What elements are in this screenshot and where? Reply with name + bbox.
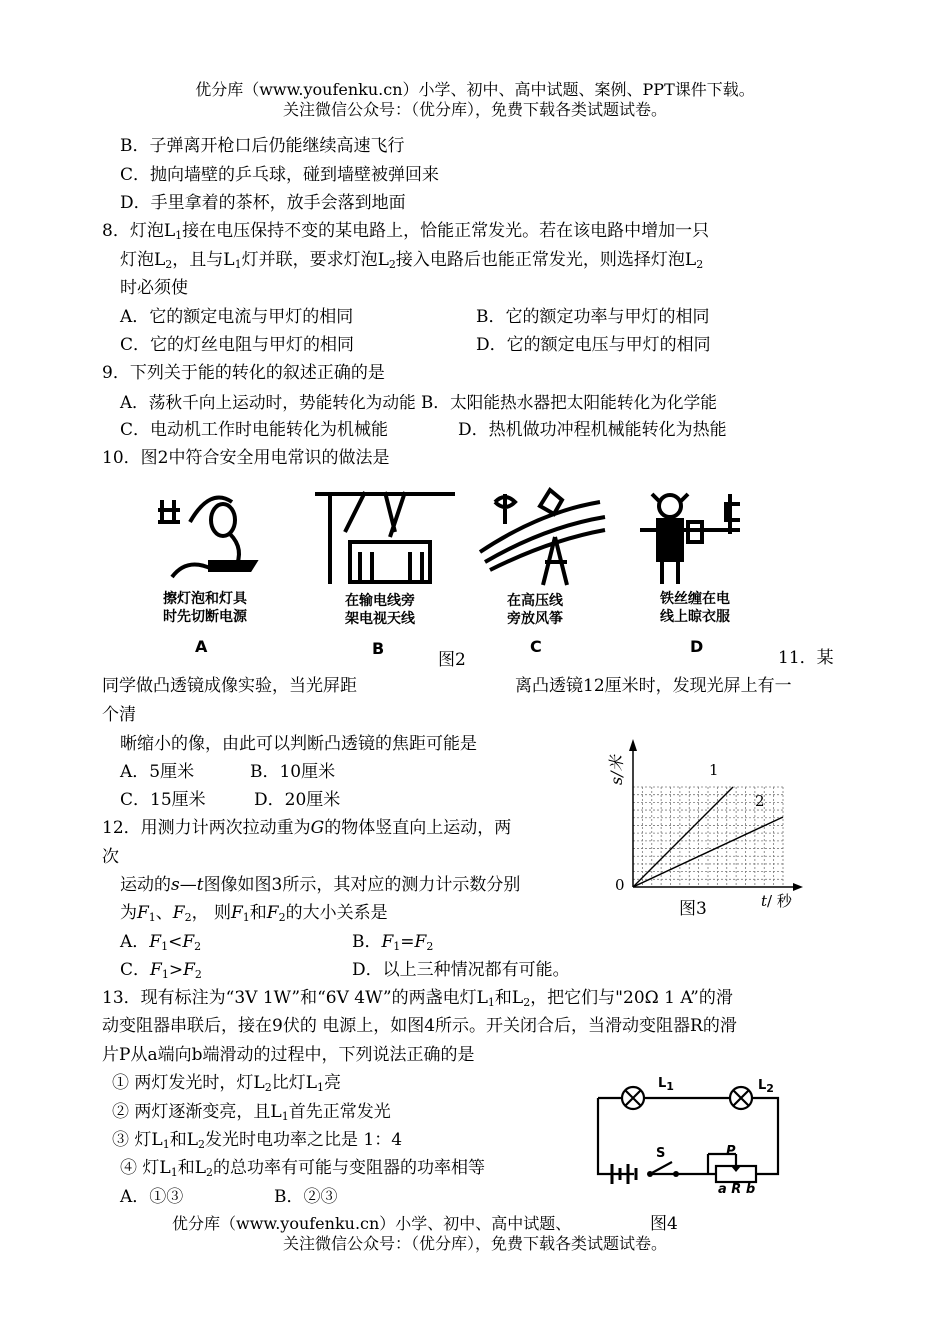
q12-line-3: 运动的s—t图像如图3所示，其对应的测力计示数分别 (120, 875, 521, 895)
q12-option-c: C．$F_1>F_2$ (120, 960, 202, 981)
figure-2-caption: 图2 (438, 650, 466, 670)
q11-option-d: D．20厘米 (254, 790, 341, 810)
lamp-l1-cross (625, 1090, 641, 1106)
q8-option-d: D．它的额定电压与甲灯的相同 (476, 335, 711, 355)
y-axis-arrow (629, 739, 637, 751)
switch-icon (650, 1162, 672, 1174)
figure-3-origin: 0 (615, 876, 625, 894)
q13-line-1: 13．现有标注为“3V 1W”和“6V 4W”的两盏电灯$L_1$和$L_2$，把它们与"20Ω 1 A”的滑 (102, 988, 733, 1009)
q12-line-2: 次 (102, 847, 119, 867)
figure-2-caption-a: 擦灯泡和灯具 时先切断电源 (163, 591, 247, 625)
slider-arrow (731, 1166, 741, 1172)
q7-option-b: B．子弹离开枪口后仍能继续高速飞行 (120, 136, 405, 156)
kite-drawing (480, 490, 605, 585)
q12-option-b: B．$F_1=F_2$ (352, 932, 434, 953)
q13-option-a: A．①③ (120, 1187, 184, 1207)
q7-option-c: C．抛向墙壁的乒乓球，碰到墙壁被弹回来 (120, 165, 440, 185)
figure-3-line-2-label: 2 (755, 792, 765, 810)
figure-2-letter-c: C (530, 637, 542, 656)
clothes-drawing (640, 494, 740, 584)
q13-option-b: B．②③ (274, 1187, 338, 1207)
q8-stem-line-3: 时必须使 (120, 278, 188, 298)
q12-line-1: 12．用测力计两次拉动重为G的物体竖直向上运动，两 (102, 818, 512, 838)
figure-2-letter-b: B (372, 639, 385, 658)
q13-line-3: 片P从a端向b端滑动的过程中，下列说法正确的是 (102, 1045, 475, 1065)
header-line-2: 关注微信公众号：（优分库），免费下载各类试题试卷。 (282, 100, 667, 119)
figure-4-caption: 图4 (650, 1214, 678, 1234)
figure-2-caption-b: 在输电线旁 架电视天线 (345, 593, 415, 627)
q11-line-1b: 离凸透镜12厘米时，发现光屏上有一 (515, 676, 792, 696)
figure-3-xlabel: t/ 秒 (761, 892, 792, 910)
q13-statement-1: ① 两灯发光时，灯$L_2$比灯$L_1$亮 (112, 1073, 341, 1094)
lamp-drawing (158, 498, 255, 578)
figure-3-caption: 图3 (679, 899, 707, 919)
q13-statement-3: ③ 灯$L_1$和$L_2$发光时电功率之比是 1：4 (112, 1130, 403, 1151)
q8-stem-line-2: 灯泡$L_2$，且与$L_1$灯并联，要求灯泡$L_2$接入电路后也能正常发光，则选择灯泡$L_2$ (120, 250, 704, 271)
figure-4-label-s: S (656, 1146, 666, 1161)
q9-option-ab: A．荡秋千向上运动时，势能转化为动能 B．太阳能热水器把太阳能转化为化学能 (120, 392, 717, 412)
figure-3 (605, 735, 810, 920)
figure-2-caption-d: 铁丝缠在电 线上晾衣服 (660, 591, 730, 625)
q13-line-2: 动变阻器串联后，接在9伏的 电源上，如图4所示。开关闭合后，当滑动变阻器R的滑 (102, 1016, 737, 1036)
q8-option-a: A．它的额定电流与甲灯的相同 (120, 307, 354, 327)
q11-line-1a: 同学做凸透镜成像实验，当光屏距 (102, 676, 357, 696)
figure-4-label-p: P (726, 1144, 736, 1159)
q11-option-a: A．5厘米 (120, 762, 195, 782)
figure-3-line-1-label: 1 (709, 761, 719, 779)
q8-stem-line-1: 8．灯泡$L_1$接在电压保持不变的某电路上，恰能正常发光。若在该电路中增加一只 (102, 221, 710, 242)
q9-option-c: C．电动机工作时电能转化为机械能 (120, 420, 389, 440)
q12-option-d: D．以上三种情况都有可能。 (352, 960, 570, 980)
q9-stem: 9．下列关于能的转化的叙述正确的是 (102, 363, 385, 383)
figure-2 (140, 482, 760, 662)
figure-2-letter-d: D (690, 637, 704, 656)
footer-line-1: 优分库（www.youfenku.cn）小学、初中、高中试题、 (172, 1214, 572, 1233)
q12-line-4: 为$F_1$、$F_2$， 则$F_1$和$F_2$的大小关系是 (120, 903, 388, 924)
x-axis-arrow (793, 883, 803, 891)
figure-4-label-l1: $L_1$ (658, 1076, 674, 1093)
q13-statement-4: ④ 灯$L_1$和$L_2$的总功率有可能与变阻器的功率相等 (120, 1158, 485, 1179)
header-line-1: 优分库（www.youfenku.cn）小学、初中、高中试题、案例、PPT课件下载。 (195, 80, 755, 99)
q11-num: 11．某 (778, 648, 834, 668)
q8-option-c: C．它的灯丝电阻与甲灯的相同 (120, 335, 355, 355)
q11-option-c: C．15厘米 (120, 790, 206, 810)
lamp-l2-cross (733, 1090, 749, 1106)
q12-option-a: A．$F_1<F_2$ (120, 932, 202, 953)
q11-option-b: B．10厘米 (250, 762, 336, 782)
figure-3-ylabel: s/米 (607, 755, 626, 785)
figure-2-caption-c: 在高压线 旁放风筝 (507, 593, 563, 627)
q13-statement-2: ② 两灯逐渐变亮，且$L_1$首先正常发光 (112, 1102, 391, 1123)
figure-4-circuit (590, 1076, 790, 1201)
q10-stem: 10．图2中符合安全用电常识的做法是 (102, 448, 390, 468)
q9-option-d: D．热机做功冲程机械能转化为热能 (458, 420, 727, 440)
figure-2-drawings (140, 482, 760, 602)
figure-4 (590, 1076, 790, 1201)
q8-option-b: B．它的额定功率与甲灯的相同 (476, 307, 710, 327)
q11-line-2: 个清 (102, 705, 136, 725)
figure-4-label-arb: a R b (718, 1182, 756, 1197)
switch-pivot (647, 1171, 653, 1177)
figure-4-label-l2: $L_2$ (758, 1078, 774, 1095)
q7-option-d: D．手里拿着的茶杯，放手会落到地面 (120, 193, 406, 213)
q11-line-3: 晰缩小的像，由此可以判断凸透镜的焦距可能是 (120, 734, 477, 754)
figure-2-letter-a: A (195, 637, 208, 656)
antenna-drawing (315, 492, 455, 584)
circuit-wire (598, 1098, 778, 1174)
switch-contact (673, 1171, 679, 1177)
footer-line-2: 关注微信公众号：（优分库），免费下载各类试题试卷。 (282, 1234, 667, 1253)
